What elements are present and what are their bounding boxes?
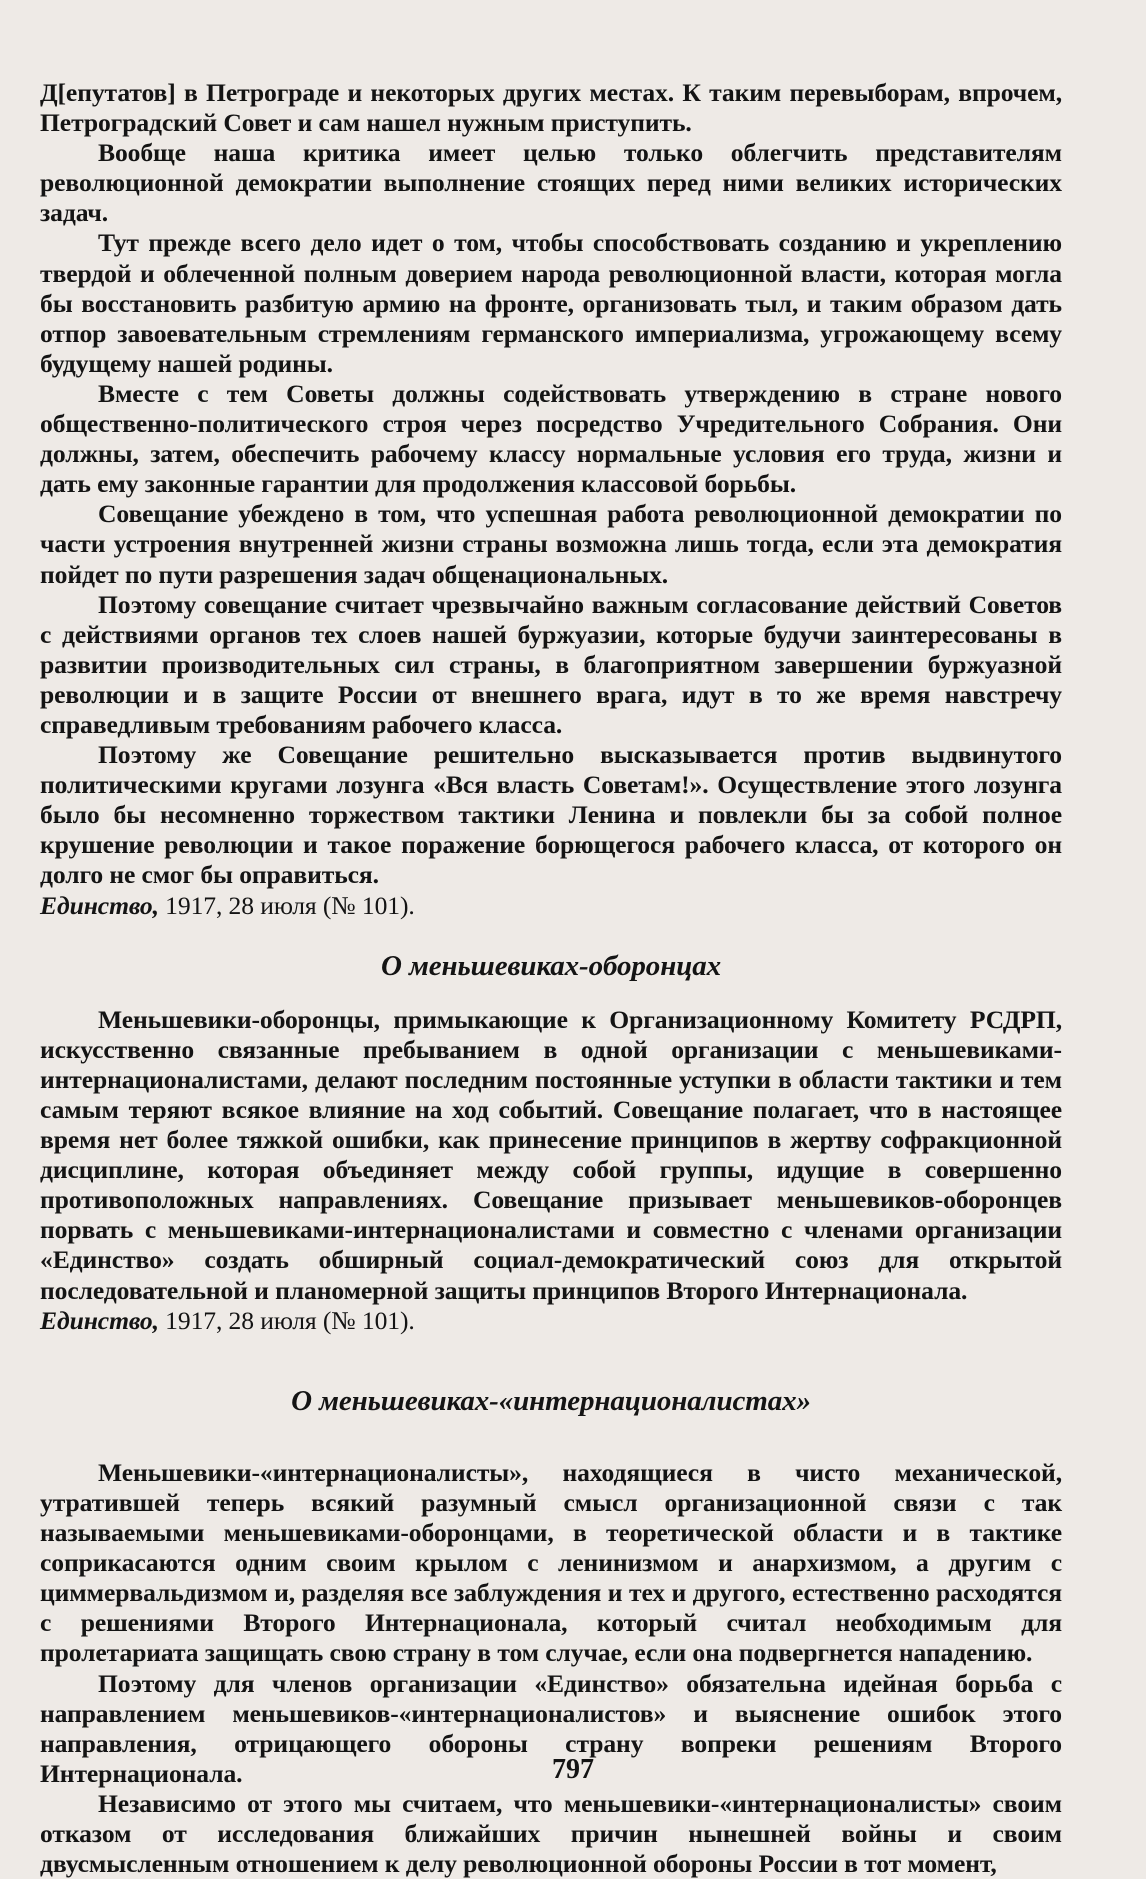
paragraph: Вообще наша критика имеет целью только облегчить представителям революционной демократии выполнение стоящих перед ними великих исторических задач. [40, 138, 1062, 228]
paragraph: Независимо от этого мы считаем, что меньшевики-«интернационалисты» своим отказом от исследования ближайших причин нынешней войны и своим двусмысленным отношением к делу революционной обороны России в тот момент, [40, 1788, 1062, 1879]
source-citation [40, 891, 1062, 921]
paragraph: Поэтому же Совещание решительно высказывается против выдвинутого политическими кругами лозунга «Вся власть Советам!». Осуществление этого лозунга было бы несомненно торжеством тактики Ленина и повлекли бы за собой полное крушение революции и такое поражение борющегося рабочего класса, от которого он долго не смог бы оправиться. [40, 740, 1062, 890]
source-detail: 1917, 28 июля (№ 101). [158, 1305, 415, 1335]
source-detail: 1917, 28 июля (№ 101). [158, 890, 415, 920]
source-name: Единство, [40, 890, 159, 920]
source-name: Единство, [40, 1305, 159, 1335]
paragraph: Поэтому для членов организации «Единство» обязательна идейная борьба с направлением меньшевиков-«интернационалистов» и выяснение ошибок этого направления, отрицающего обороны страну вопреки решениям Второго Интернационала. [40, 1668, 1062, 1788]
paragraph: Тут прежде всего дело идет о том, чтобы способствовать созданию и укреплению твердой и облеченной полным доверием народа революционной власти, которая могла бы восстановить разбитую армию на фронте, организовать тыл, и таким образом дать отпор завоевательным стремлениям германского империализма, угрожающему всему будущему нашей родины. [40, 228, 1062, 378]
paragraph: Меньшевики-оборонцы, примыкающие к Организационному Комитету РСДРП, искусственно связанные пребыванием в одной организации с меньшевиками-интернационалистами, делают последним постоянные уступки в области тактики и тем самым теряют всякое влияние на ход событий. Совещание полагает, что в настоящее время нет более тяжкой ошибки, как принесение принципов в жертву софракционной дисциплине, которая объединяет между собой группы, идущие в совершенно противоположных направлениях. Совещание призывает меньшевиков-оборонцев порвать с меньшевиками-интернационалистами и совместно с членами организации «Единство» создать обширный социал-демократический союз для открытой последовательной и планомерной защиты принципов Второго Интернационала. [40, 1004, 1062, 1305]
paragraph: Меньшевики-«интернационалисты», находящиеся в чисто механической, утратившей теперь всякий разумный смысл организационной связи с так называемыми меньшевиками-оборонцами, в теоретической области и в тактике соприкасаются одним своим крылом с ленинизмом и анархизмом, а другим с циммервальдизмом и, разделяя все заблуждения и тех и другого, естественно расходятся с решениями Второго Интернационала, который считал необходимым для пролетариата защищать свою страну в том случае, если она подвергнется нападению. [40, 1457, 1062, 1668]
page-number: 797 [552, 1754, 594, 1785]
section-heading: О меньшевиках-оборонцах [380, 949, 722, 982]
paragraph: Вместе с тем Советы должны содействовать утверждению в стране нового общественно-политического строя через посредство Учредительного Собрания. Они должны, затем, обеспечить рабочему классу нормальные условия его труда, жизни и дать ему законные гарантии для продолжения классовой борьбы. [40, 378, 1062, 499]
text-column [40, 78, 1062, 1879]
paragraph: Поэтому совещание считает чрезвычайно важным согласование действий Советов с действиями органов тех слоев нашей буржуазии, которые будучи заинтересованы в развитии производительных сил страны, в благоприятном завершении буржуазной революции и в защите России от внешнего врага, идут в то же время навстречу справедливым требованиям рабочего класса. [40, 589, 1062, 739]
paragraph-continuation: Д[епутатов] в Петрограде и некоторых других местах. К таким перевыборам, впрочем, Петроградский Совет и сам нашел нужным приступить. [40, 78, 1062, 138]
source-citation [40, 1306, 1062, 1336]
section-heading: О меньшевиках-«интернационалистах» [291, 1384, 811, 1417]
paragraph: Совещание убеждено в том, что успешная работа революционной демократии по части устроения внутренней жизни страны возможна лишь тогда, если эта демократия пойдет по пути разрешения задач общенациональных. [40, 499, 1062, 589]
